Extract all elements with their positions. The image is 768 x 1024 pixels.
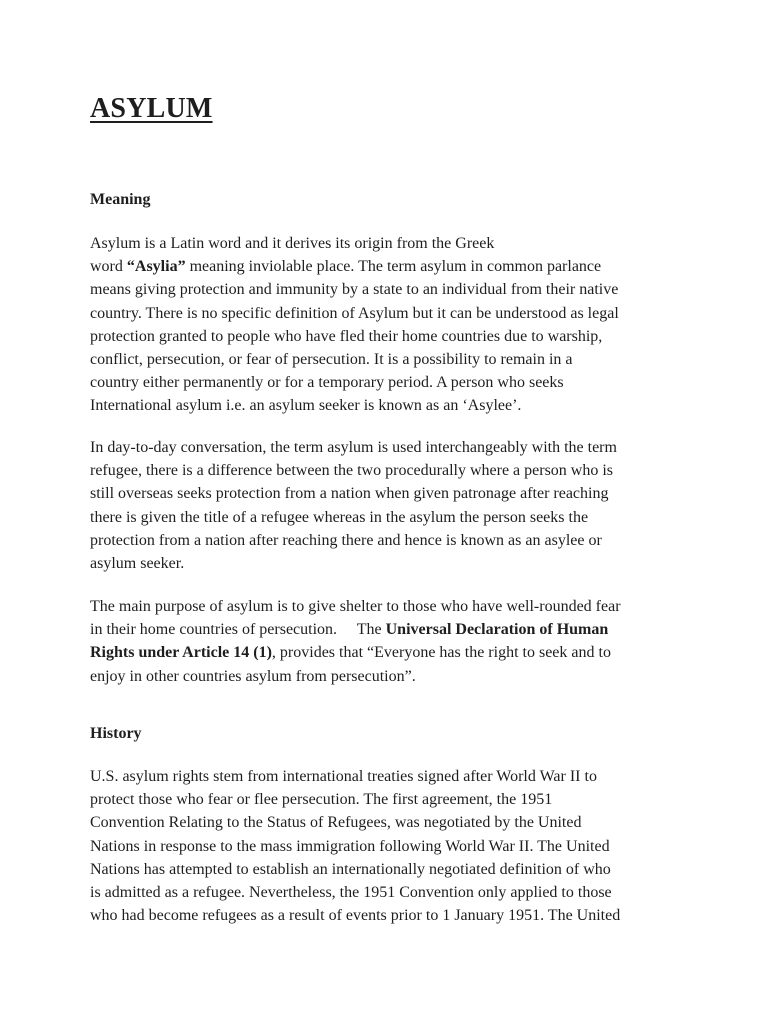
meaning-heading: Meaning	[90, 191, 151, 208]
meaning-paragraph-1	[90, 232, 619, 418]
text-line: In day-to-day conversation, the term asylum is used interchangeably with the term	[90, 439, 617, 456]
text-line: refugee, there is a difference between the two procedurally where a person who is	[90, 462, 614, 480]
text-line: is admitted as a refugee. Nevertheless, the 1951 Convention only applied to those	[90, 884, 612, 902]
history-heading: History	[90, 725, 142, 742]
text-line: country. There is no specific definition of Asylum but it can be understood as legal	[90, 304, 619, 322]
text-line	[90, 618, 621, 641]
text-line: U.S. asylum rights stem from international treaties signed after World War II to	[90, 768, 597, 785]
text-line: still overseas seeks protection from a nation when given patronage after reaching	[90, 485, 609, 503]
text-line: Nations in response to the mass immigration following World War II. The United	[90, 837, 610, 855]
text-line: enjoy in other countries asylum from persecution”.	[90, 667, 416, 685]
text-run: word	[90, 258, 127, 276]
bold-term: Universal Declaration of Human	[385, 621, 609, 639]
text-line	[90, 641, 621, 664]
text-line: conflict, persecution, or fear of persecution. It is a possibility to remain in a	[90, 351, 573, 369]
text-run: in their home countries of persecution. The	[90, 621, 386, 639]
text-line: International asylum i.e. an asylum seeker is known as an ‘Asylee’.	[90, 397, 522, 415]
text-line: who had become refugees as a result of events prior to 1 January 1951. The United	[90, 907, 621, 925]
text-run: meaning inviolable place. The term asylum in common parlance	[185, 258, 602, 276]
text-line: Asylum is a Latin word and it derives its origin from the Greek	[90, 235, 495, 252]
text-line: Nations has attempted to establish an internationally negotiated definition of who	[90, 860, 611, 878]
bold-term: “Asylia”	[126, 258, 186, 276]
meaning-paragraph-3	[90, 595, 621, 688]
text-line: country either permanently or for a temporary period. A person who seeks	[90, 374, 564, 392]
text-line: asylum seeker.	[90, 555, 185, 573]
text-line: protection from a nation after reaching there and hence is known as an asylee or	[90, 531, 602, 549]
text-line: means giving protection and immunity by a state to an individual from their native	[90, 281, 619, 299]
history-paragraph-1	[90, 765, 620, 927]
text-line: there is given the title of a refugee whereas in the asylum the person seeks the	[90, 508, 589, 526]
meaning-paragraph-2	[90, 436, 617, 575]
text-line: Convention Relating to the Status of Refugees, was negotiated by the United	[90, 814, 582, 832]
text-line	[90, 255, 619, 278]
bold-term: Rights under Article 14 (1)	[90, 644, 272, 662]
text-run: , provides that “Everyone has the right to seek and to	[271, 644, 611, 662]
text-line: protection granted to people who have fled their home countries due to warship,	[90, 327, 603, 345]
document-title: ASYLUM	[90, 93, 213, 124]
text-line: The main purpose of asylum is to give shelter to those who have well-rounded fear	[90, 598, 621, 615]
text-line: protect those who fear or flee persecution. The first agreement, the 1951	[90, 791, 553, 809]
